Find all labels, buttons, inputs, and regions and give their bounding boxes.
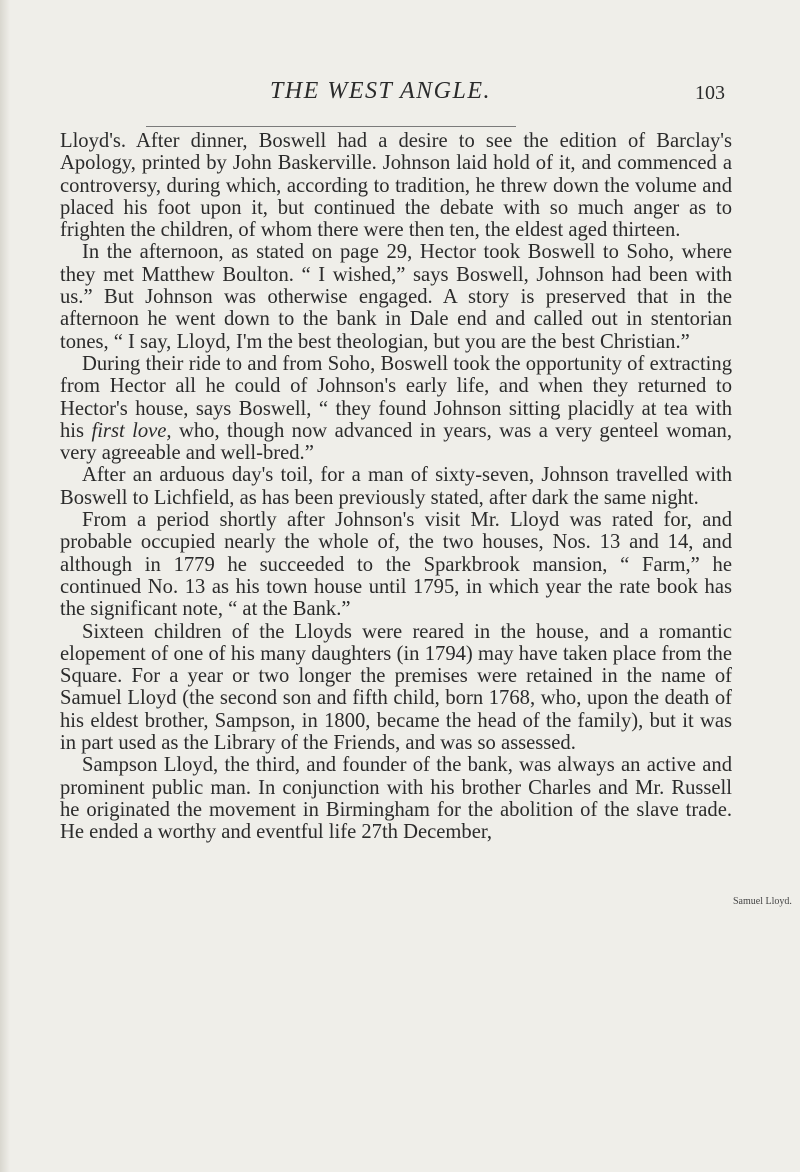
paragraph-4: After an arduous day's toil, for a man of sixty-seven, Johnson travelled with Boswell to Lichfield, as has been previously stated, after dark the same night.: [60, 464, 732, 509]
paragraph-3-tail: who, though now advanced in years, was a very genteel woman, very agreeable and well-bred.”: [60, 419, 732, 465]
running-title: THE WEST ANGLE.: [270, 78, 491, 104]
paragraph-7: Sampson Lloyd, the third, and founder of the bank, was always an active and prominent public man. In conjunction with his brother Charles and Mr. Russell he originated the movement in Birmingham for the abolition of the slave trade. He ended a worthy and eventful life 27th December,: [60, 754, 732, 844]
marginal-note: Samuel Lloyd.: [733, 896, 792, 907]
header-rule: [146, 126, 516, 127]
paragraph-3: [60, 353, 732, 464]
paragraph-1: Lloyd's. After dinner, Boswell had a desire to see the edition of Barclay's Apology, printed by John Baskerville. Johnson laid hold of it, and commenced a controversy, during which, according to tradition, he threw down the volume and placed his foot upon it, but continued the debate with so much anger as to frighten the children, of whom there were then ten, the eldest aged thirteen.: [60, 130, 732, 242]
page-number: 103: [695, 82, 725, 104]
body-text: [60, 130, 732, 844]
italic-phrase: first love,: [91, 419, 172, 442]
page-edge-shadow: [0, 0, 10, 1172]
paragraph-6: Sixteen children of the Lloyds were reared in the house, and a romantic elopement of one of his many daughters (in 1794) may have taken place from the Square. For a year or two longer the premises were retained in the name of Samuel Lloyd (the second son and fifth child, born 1768, who, upon the death of his eldest brother, Sampson, in 1800, became the head of the family), but it was in part used as the Library of the Friends, and was so assessed.: [60, 620, 732, 755]
paragraph-2: In the afternoon, as stated on page 29, Hector took Boswell to Soho, where they met Matthew Boulton. “ I wished,” says Boswell, Johnson had been with us.” But Johnson was otherwise engaged. A story is preserved that in the afternoon he went down to the bank in Dale end and called out in stentorian tones, “ I say, Lloyd, I'm the best theologian, but you are the best Christian.”: [60, 241, 732, 353]
paragraph-5: From a period shortly after Johnson's visit Mr. Lloyd was rated for, and probable occupied nearly the whole of, the two houses, Nos. 13 and 14, and although in 1779 he succeeded to the Sparkbrook mansion, “ Farm,” he continued No. 13 as his town house until 1795, in which year the rate book has the significant note, “ at the Bank.”: [60, 509, 732, 621]
paragraph-3-text: During their ride to and from Soho, Boswell took the opportunity of extracting from Hector all he could of Johnson's early life, and when they returned to Hector's house, says Boswell, “ they found Johnson sitting placidly at tea with his: [60, 352, 732, 442]
running-header: [120, 78, 725, 108]
